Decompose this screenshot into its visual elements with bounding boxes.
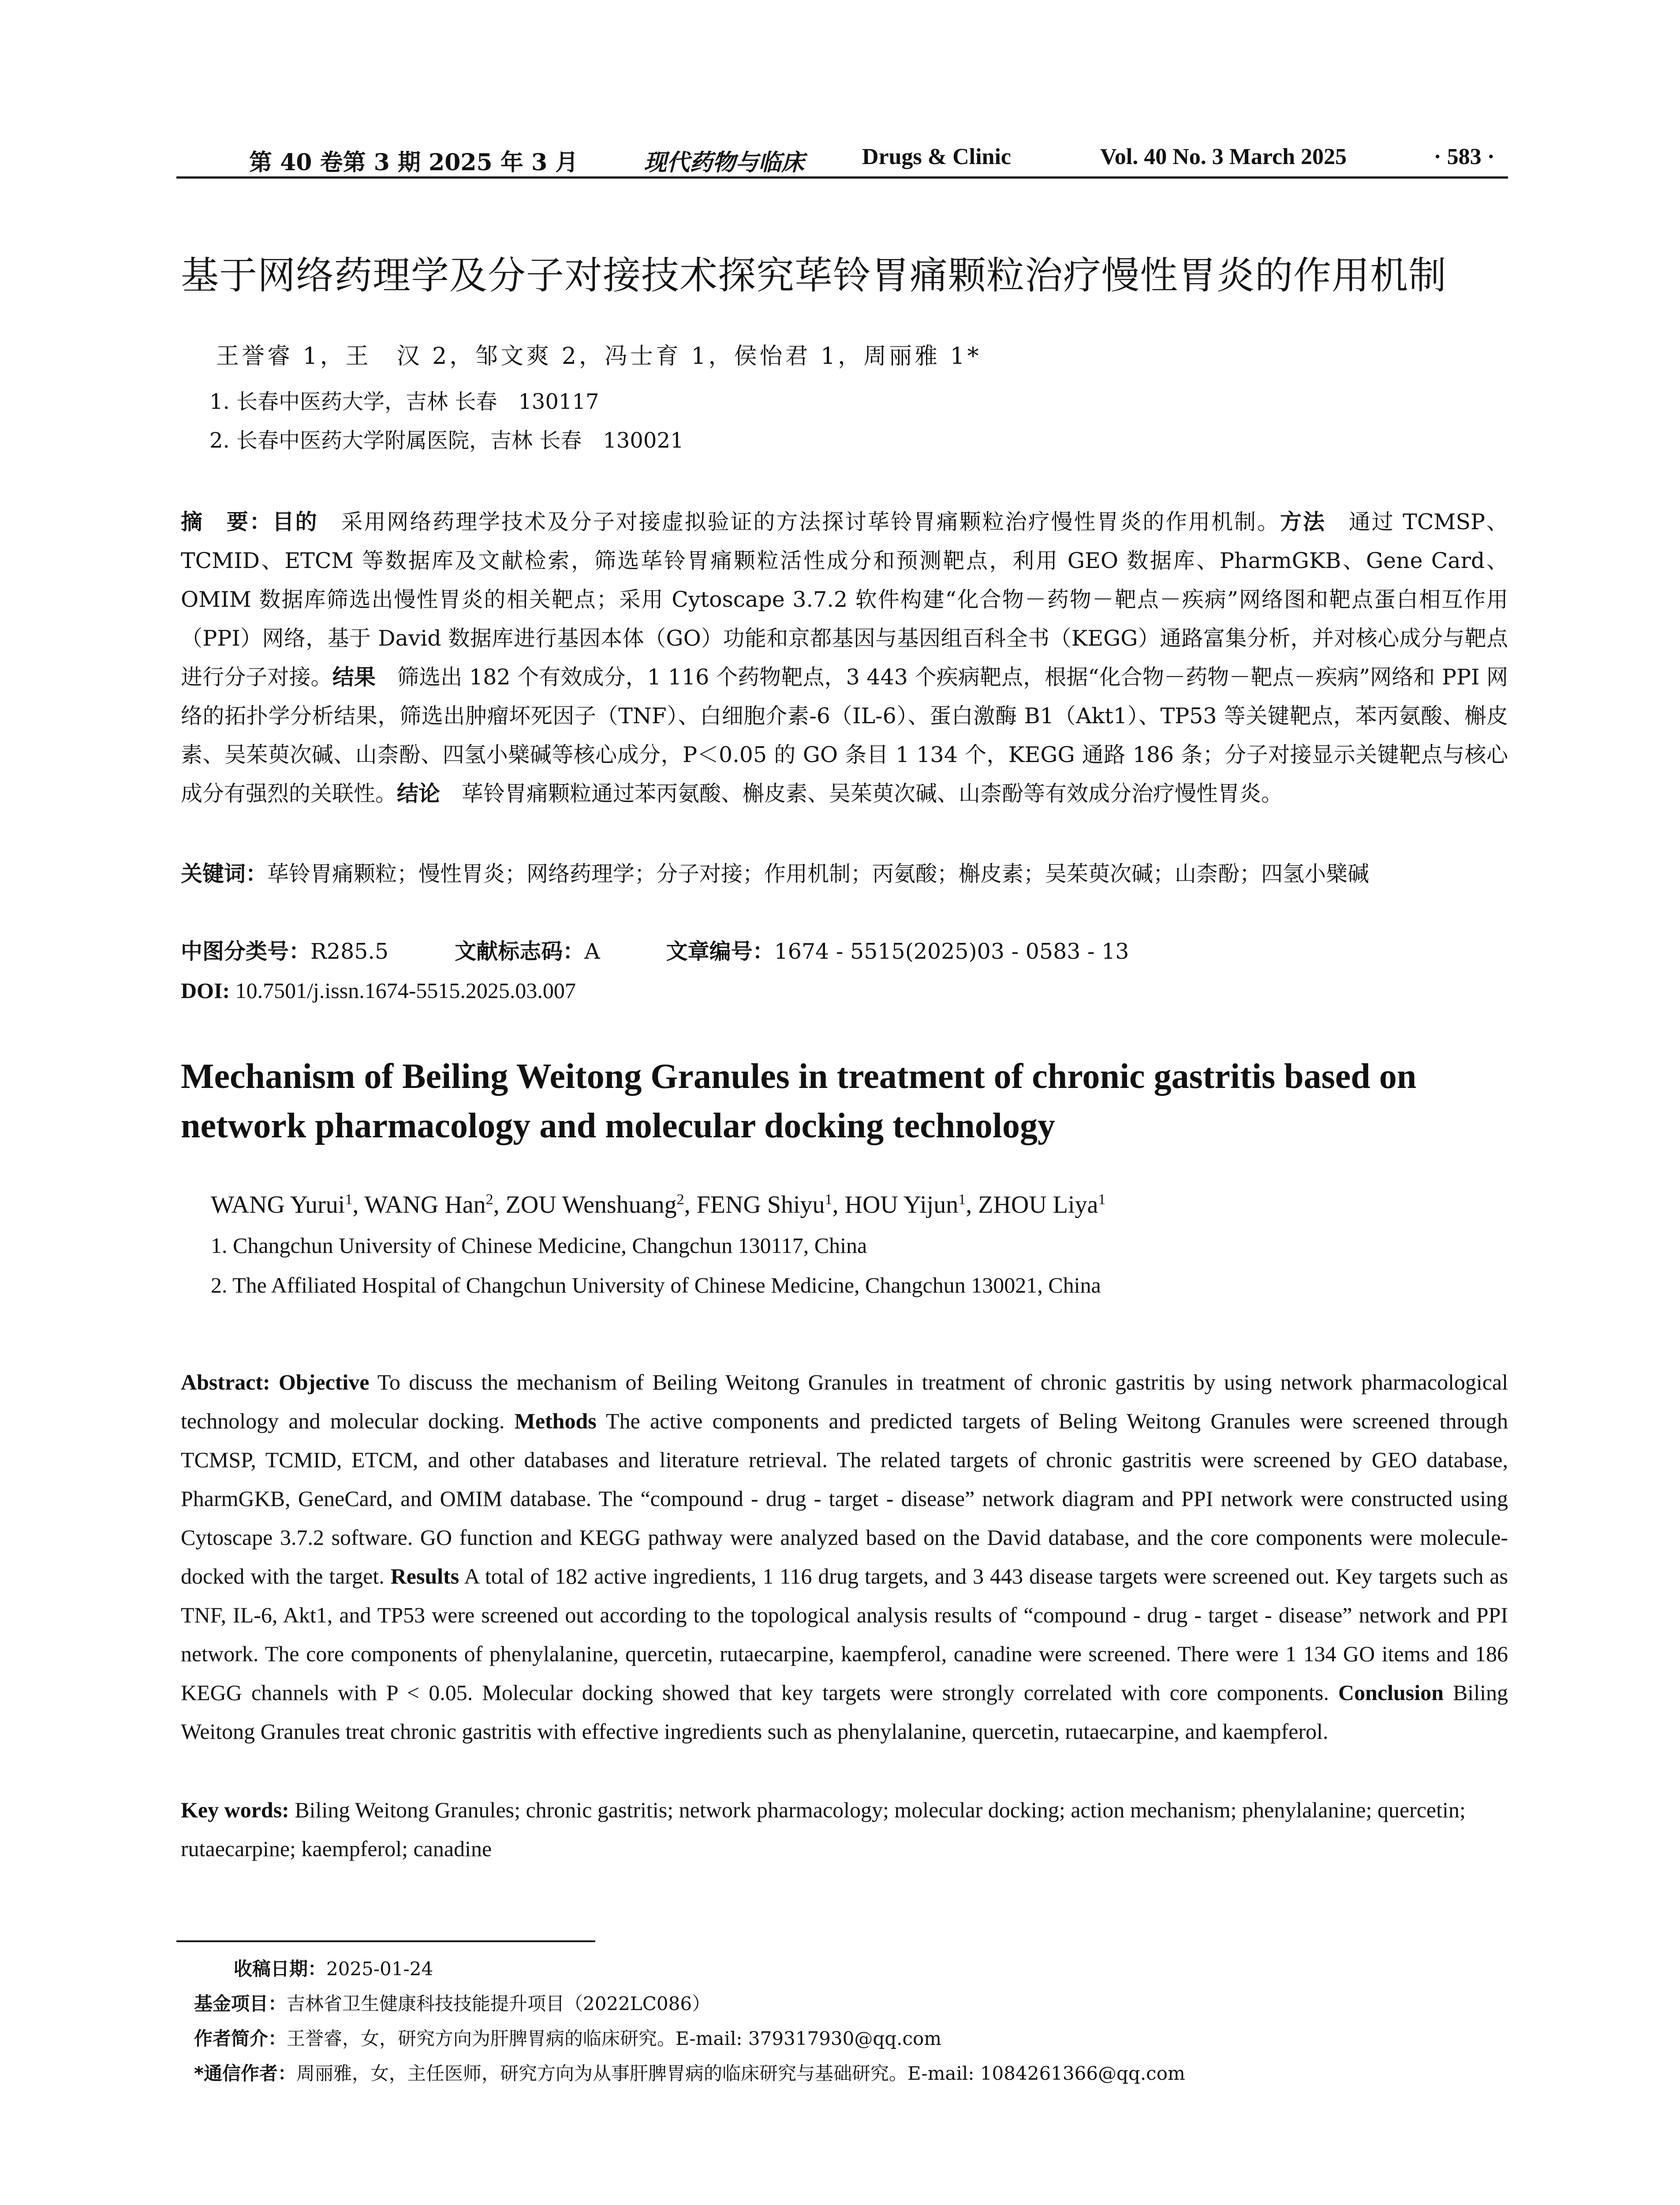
author-affil-marker: 2 [485,1191,493,1208]
conclusion-cn-text: 荜铃胃痛颗粒通过苯丙氨酸、槲皮素、吴茱萸次碱、山柰酚等有效成分治疗慢性胃炎。 [440,781,1283,806]
doc-code-label: 文献标志码： [455,939,585,964]
footnote-author [194,2021,1508,2056]
author-affil-marker: 1 [1098,1191,1106,1208]
objective-cn-label: 目的 [272,509,318,534]
title-cn: 基于网络药理学及分子对接技术探究荜铃胃痛颗粒治疗慢性胃炎的作用机制 [181,254,1447,298]
fund-label: 基金项目： [194,1993,287,2014]
corresponding-label: *通信作者： [194,2063,296,2084]
author-affil-marker: 1 [345,1191,353,1208]
results-en-text: A total of 182 active ingredients, 1 116 drug targets, and 3 443 disease targets were screened out. Key targets such as TNF, IL-6, Akt1, and TP53 were screened out according to the topological analysis results of “compound - drug - target - disease” network and PPI network. The core components of phenylalanine, quercetin, rutaecarpine, kaempferol, canadine were screened. There were 1 134 GO items and 186 KEGG channels with P < 0.05. Molecular docking showed that key targets were strongly correlated with core components. [181,1564,1508,1705]
doi-value[interactable]: 10.7501/j.issn.1674-5515.2025.03.007 [230,978,576,1003]
header-volume-en: Vol. 40 No. 3 March 2025 [1100,144,1347,169]
author-bio-label: 作者简介： [194,2028,287,2049]
clc-value: R285.5 [310,939,389,964]
results-cn-label: 结果 [332,665,376,690]
keywords-en-label: Key words: [181,1798,289,1822]
conclusion-cn-label: 结论 [397,781,441,806]
received-date: 2025-01-24 [326,1958,433,1980]
abstract-en-label: Abstract: Objective [181,1370,370,1394]
footnote-divider [176,1940,595,1942]
keywords-cn-label: 关键词： [181,861,268,886]
affiliation-en-1: 1. Changchun University of Chinese Medicine, Changchun 130117, China [211,1233,867,1258]
header-journal-en: Drugs & Clinic [862,144,1011,169]
abstract-cn-label: 摘 要： [181,509,273,534]
author-affil-marker: 1 [958,1191,966,1208]
conclusion-en-text: Biling Weitong Granules treat chronic gastritis with effective ingredients such as phenylalanine, quercetin, rutaecarpine, and kaempferol. [181,1680,1508,1744]
abstract-en [181,1363,1508,1751]
affiliation-cn-2: 2. 长春中医药大学附属医院，吉林 长春 130021 [209,428,684,453]
header-volume-cn: 第 40 卷第 3 期 2025 年 3 月 [249,149,579,176]
doc-code-value: A [584,939,600,964]
article-number-label: 文章编号： [666,939,774,964]
footnote-corresponding [194,2056,1508,2091]
author-en: WANG Han [364,1191,486,1218]
author-en: WANG Yurui [211,1191,345,1218]
results-en-label: Results [390,1564,459,1588]
received-label: 收稿日期： [234,1958,327,1980]
footnote-received [194,1951,1508,1986]
affiliation-cn-1: 1. 长春中医药大学，吉林 长春 130117 [209,389,599,414]
fund-text: 吉林省卫生健康科技技能提升项目（2022LC086） [287,1993,711,2014]
author-affil-marker: 2 [676,1191,684,1208]
abstract-cn [181,503,1508,813]
doi-label: DOI: [181,978,230,1003]
keywords-cn-text: 荜铃胃痛颗粒；慢性胃炎；网络药理学；分子对接；作用机制；丙氨酸；槲皮素；吴茱萸次碱；山柰酚；四氢小檗碱 [267,861,1370,886]
keywords-en [181,1790,1508,1868]
author-en: FENG Shiyu [696,1191,825,1218]
objective-cn-text: 采用网络药理学技术及分子对接虚拟验证的方法探讨荜铃胃痛颗粒治疗慢性胃炎的作用机制。 [318,509,1280,534]
corresponding-text: 周丽雅，女，主任医师，研究方向为从事肝脾胃病的临床研究与基础研究。E-mail: 1084261366@qq.com [296,2063,1185,2084]
footnotes [194,1951,1508,2091]
author-bio-text: 王誉睿，女，研究方向为肝脾胃病的临床研究。E-mail: 379317930@qq.com [287,2028,942,2049]
results-cn-text: 筛选出 182 个有效成分，1 116 个药物靶点，3 443 个疾病靶点，根据“化合物－药物－靶点－疾病”网络和 PPI 网络的拓扑学分析结果，筛选出肿瘤坏死因子（TNF）、白细胞介素-6（IL-6）、蛋白激酶 B1（Akt1）、TP53 等关键靶点，苯丙氨酸、槲皮素、吴茱萸次碱、山柰酚、四氢小檗碱等核心成分，P＜0.05 的 GO 条目 1 134 个，KEGG 通路 186 条；分子对接显示关键靶点与核心成分有强烈的关联性。 [181,665,1508,806]
author-affil-marker: 1 [825,1191,833,1208]
classification-line [181,932,1508,971]
methods-cn-text: 通过 TCMSP、TCMID、ETCM 等数据库及文献检索，筛选荜铃胃痛颗粒活性成分和预测靶点，利用 GEO 数据库、PharmGKB、Gene Card、OMIM 数据库筛选出慢性胃炎的相关靶点；采用 Cytoscape 3.7.2 软件构建“化合物－药物－靶点－疾病”网络图和靶点蛋白相互作用（PPI）网络，基于 David 数据库进行基因本体（GO）功能和京都基因与基因组百科全书（KEGG）通路富集分析，并对核心成分与靶点进行分子对接。 [181,509,1508,690]
doi-line [181,971,1508,1010]
article-number-value: 1674 - 5515(2025)03 - 0583 - 13 [774,939,1129,964]
header-journal-cn: 现代药物与临床 [644,149,805,176]
author-en: ZOU Wenshuang [505,1191,677,1218]
methods-en-label: Methods [514,1409,597,1433]
objective-en-text: To discuss the mechanism of Beiling Weitong Granules in treatment of chronic gastritis by using network pharmacological technology and molecular docking. [181,1370,1508,1433]
header-page-number: · 583 · [1434,144,1495,169]
conclusion-en-label: Conclusion [1338,1680,1444,1705]
footnote-fund [194,1986,1508,2021]
author-en: ZHOU Liya [978,1191,1098,1218]
authors-en: WANG Yurui$^1$, WANG Han$^2$, ZOU Wenshuang$^2$, FENG Shiyu$^1$, HOU Yijun$^1$, ZHOU Liya$^1$ [211,1191,1106,1218]
affiliation-en-2: 2. The Affiliated Hospital of Changchun University of Chinese Medicine, Changchun 130021, China [211,1273,1101,1297]
methods-cn-label: 方法 [1280,509,1326,534]
running-header [176,140,1508,179]
keywords-en-text: Biling Weitong Granules; chronic gastritis; network pharmacology; molecular docking; action mechanism; phenylalanine; quercetin; rutaecarpine; kaempferol; canadine [181,1798,1466,1861]
methods-en-text: The active components and predicted targets of Beling Weitong Granules were screened through TCMSP, TCMID, ETCM, and other databases and literature retrieval. The related targets of chronic gastritis were screened by GEO database, PharmGKB, GeneCard, and OMIM database. The “compound - drug - target - disease” network diagram and PPI network were constructed using Cytoscape 3.7.2 software. GO function and KEGG pathway were analyzed based on the David database, and the core components were molecule-docked with the target. [181,1409,1508,1588]
authors-cn: 王誉睿 1，王 汉 2，邹文爽 2，冯士育 1，侯怡君 1，周丽雅 1* [216,343,982,370]
keywords-cn [181,855,1508,893]
author-en: HOU Yijun [844,1191,959,1218]
clc-label: 中图分类号： [181,939,311,964]
title-en: Mechanism of Beiling Weitong Granules in treatment of chronic gastritis based on network pharmacology and molecular docking technology [181,1057,1417,1145]
